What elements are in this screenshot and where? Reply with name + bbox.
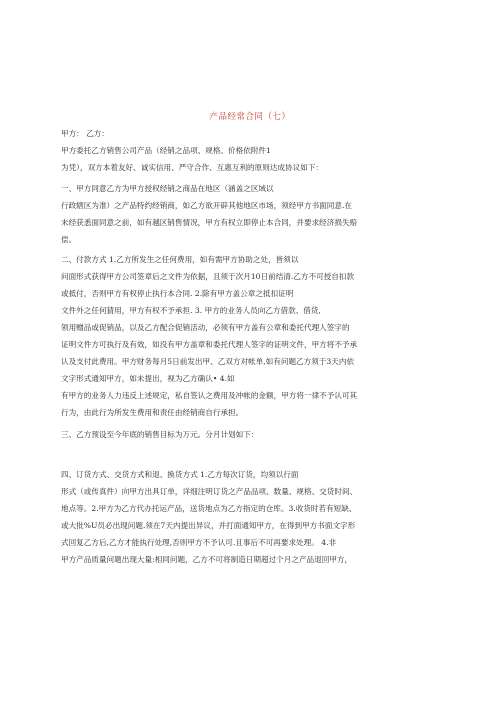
text-line: 有甲方的业务人力违反上述规定，私自签认之费用及冲帐的金额，甲方将一律不予认可其 <box>61 391 358 400</box>
text-line: 问面形式获得甲方公司签章后之文件为依据，且须于次月10日前结清.乙方不可授自扣款 <box>61 272 355 281</box>
text-line: 一、甲方同意乙方为甲方授权经销之商品在地区（涵盖之区域以 <box>61 184 274 193</box>
text-line: 文件外之任何猜用，甲方有权不予承担. 3. 甲方的业务人员向乙方借款、借货, <box>61 306 321 315</box>
text-line: 偿。 <box>61 235 77 244</box>
text-line: 四、订货方式、交货方式和退、换货方式 1.乙方每次订货，均须以行面 <box>61 470 299 479</box>
text-line: 认及支付此费用。甲方财务每月5日前发出甲、乙双方对帐单,如有问题乙方须于3天内依 <box>61 357 355 366</box>
text-line: 二、付款方式 1.乙方所发生之任何费用，如有需甲方协助之处，皆须以 <box>61 255 299 264</box>
text-line: 文字形式通知甲方，如未提出，视为乙方确认• 4.如 <box>61 374 235 383</box>
text-line: 甲方委托乙方销售公司产品（经销之品项、规格、价格依附件1 <box>61 146 271 155</box>
text-line: 甲方产品质量问题出现大量:相同问题，乙方不可将制造日期超过个月之产品退回甲方， <box>61 555 353 564</box>
text-line: 行为，由此行为所发生费用和责任由经销商自行承担。 <box>61 408 244 417</box>
text-line: 式回复乙方后,乙方才能执行处理,否则甲方不予认可.且事后不可再要求处理。 4.非 <box>61 538 337 547</box>
text-line: 未经获悉面同意之前，如有越区销售情况，甲方有权立即停止本合同，并要求经济损失赔 <box>61 218 358 227</box>
text-line: 领用赠品或促销品，以及乙方配合促销活动，必须有甲方盖有公章和委托代理人签字的 <box>61 323 350 332</box>
text-line: 形式（或传真件）向甲方出具订单，详细注明订货之产品品项、数量、规格、交货时间、 <box>61 487 358 496</box>
text-line: 为凭），双方本着友好、诚实信用、严守合作、互惠互利的原则达成协议如下： <box>61 163 323 172</box>
text-line: 地点等。2.甲方为乙方代办托运产品，送货地点为乙方指定的仓库。3.收货时若有短缺、 <box>61 504 357 513</box>
text-line: 或大批%U员必出现问题.须在7天内提出异议，并打面通知甲方，在得到甲方书面文字形 <box>61 521 356 530</box>
party-line: 甲方： 乙方： <box>61 129 109 138</box>
text-line: 证明文件方可执行及有效，如没有甲方盖章和委托代理人签字的证明文件，甲方将不予承 <box>61 340 358 349</box>
page-title: 产品经常合同（七） <box>209 112 291 122</box>
text-line: 或抵付，否则甲方有权停止执行本合同. 2.除有甲方盖公章之抵扣证明 <box>61 289 294 298</box>
text-line: 行政辖区为准）之产品特约经销商，如乙方欲开辟其他地区市场，须经甲方书面同意.在 <box>61 201 352 210</box>
text-line: 三、乙方预设至今年底的销售目标为万元。分月计划如下： <box>61 430 259 439</box>
